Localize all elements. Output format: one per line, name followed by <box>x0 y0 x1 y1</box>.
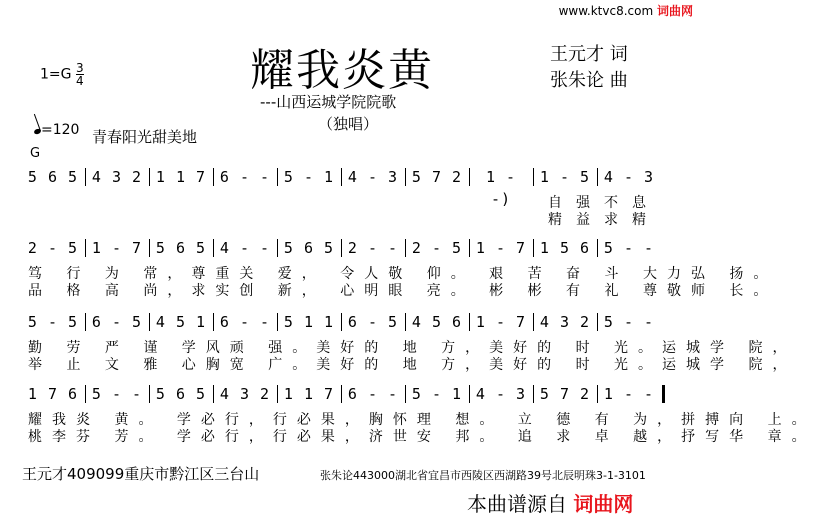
measure: 4 - 3 <box>347 168 399 186</box>
measure: 5 - - <box>603 313 655 331</box>
barline <box>85 168 86 186</box>
barline <box>213 168 214 186</box>
measure: 1 1 7 <box>155 168 207 186</box>
barline <box>341 313 342 331</box>
measure: 6 - - <box>347 385 399 403</box>
measure: 1 - 5 <box>539 168 591 186</box>
measure: 1 - -) <box>485 168 517 208</box>
final-barline <box>662 385 665 403</box>
barline <box>469 385 470 403</box>
measure: 5 1 1 <box>283 313 335 331</box>
lyric-line: 笃 行 为 常，尊重关 爱， 令人敬 仰。 艰 苦 奋 斗 大力弘 扬。 <box>28 266 778 282</box>
barline <box>405 385 406 403</box>
barline <box>341 385 342 403</box>
barline <box>85 385 86 403</box>
measure: 1 - 7 <box>475 239 527 257</box>
measure: 5 - - <box>91 385 143 403</box>
measure: 5 7 2 <box>411 168 463 186</box>
barline <box>469 239 470 257</box>
lyric-line: 勤 劳 严 谨 学风顽 强。美好的 地 方，美好的 时 光。运城学 院， <box>28 340 797 356</box>
measure: 1 - - <box>603 385 655 403</box>
measure: 4 3 2 <box>91 168 143 186</box>
tempo-value: =120 <box>41 122 80 138</box>
measure: 6 - 5 <box>347 313 399 331</box>
lyricist: 王元才 词 <box>550 44 628 65</box>
barline <box>405 168 406 186</box>
barline <box>597 168 598 186</box>
staff-row <box>24 383 664 405</box>
measure: 4 - 3 <box>475 385 527 403</box>
measure: 4 - 3 <box>603 168 655 186</box>
measure: 1 1 7 <box>283 385 335 403</box>
measure: 5 6 5 <box>283 239 335 257</box>
source-brand: 词曲网 <box>573 492 634 516</box>
barline <box>533 168 534 186</box>
barline <box>213 239 214 257</box>
source-credit <box>467 488 633 517</box>
measure: 4 - - <box>219 239 271 257</box>
source-text: 本曲谱源自 <box>467 492 567 516</box>
measure: 5 - 5 <box>27 313 79 331</box>
barline <box>149 385 150 403</box>
measure: 5 6 5 <box>155 239 207 257</box>
tempo-key-note: G <box>30 146 41 161</box>
lyric-line: 精益求精 <box>548 212 660 228</box>
lyric-line: 举 止 文 雅 心胸宽 广。美好的 地 方，美好的 时 光。运城学 院， <box>28 357 797 373</box>
site-watermark <box>559 2 693 19</box>
barline <box>213 313 214 331</box>
composer-address: 张朱论443000湖北省宜昌市西陵区西湖路39号北辰明珠3-1-3101 <box>320 469 646 482</box>
barline <box>149 239 150 257</box>
barline <box>469 313 470 331</box>
barline <box>85 239 86 257</box>
page-title: 耀我炎黄 <box>250 45 434 96</box>
barline <box>277 168 278 186</box>
barline <box>405 239 406 257</box>
measure: 4 5 1 <box>155 313 207 331</box>
lyricist-address: 王元才409099重庆市黔江区三台山 <box>22 465 260 483</box>
measure: 2 - - <box>347 239 399 257</box>
barline <box>597 239 598 257</box>
key-label: 1=G <box>40 66 72 83</box>
lyric-line: 耀我炎 黄。 学必行，行必果，胸怀理 想。 立 德 有 为，拼搏向 上。 <box>28 412 816 428</box>
barline <box>533 385 534 403</box>
expression-mark: 青春阳光甜美地 <box>92 128 198 146</box>
barline <box>213 385 214 403</box>
measure: 2 - 5 <box>411 239 463 257</box>
barline <box>277 385 278 403</box>
measure: 4 3 2 <box>539 313 591 331</box>
barline <box>149 313 150 331</box>
site-url: www.ktvc8.com <box>558 4 654 18</box>
measure: 2 - 5 <box>27 239 79 257</box>
measure: 6 - - <box>219 168 271 186</box>
composer: 张朱论 曲 <box>550 70 628 91</box>
measure: 5 6 5 <box>27 168 79 186</box>
time-top: 3 <box>75 61 84 75</box>
staff-row <box>24 237 664 259</box>
site-brand: 词曲网 <box>656 4 693 18</box>
barline <box>149 168 150 186</box>
measure: 1 7 6 <box>27 385 79 403</box>
measure: 4 3 2 <box>219 385 271 403</box>
lyric-line: 自强不息 <box>548 195 660 211</box>
lyric-line: 品 格 高 尚，求实创 新， 心明眼 亮。 彬 彬 有 礼 尊敬师 长。 <box>28 283 778 299</box>
barline <box>341 239 342 257</box>
barline <box>85 313 86 331</box>
barline <box>469 168 470 186</box>
staff-row <box>24 311 664 333</box>
time-signature <box>76 62 84 87</box>
barline <box>277 239 278 257</box>
measure: 5 - 1 <box>411 385 463 403</box>
barline <box>533 313 534 331</box>
measure: 5 - - <box>603 239 655 257</box>
performance-note: （独唱） <box>318 115 379 133</box>
tempo-mark <box>34 122 79 138</box>
measure: 1 5 6 <box>539 239 591 257</box>
barline <box>341 168 342 186</box>
measure: 6 - 5 <box>91 313 143 331</box>
measure: 6 - - <box>219 313 271 331</box>
barline <box>597 385 598 403</box>
barline <box>597 313 598 331</box>
subtitle: ---山西运城学院院歌 <box>260 93 397 111</box>
time-bottom: 4 <box>75 74 84 88</box>
measure: 1 - 7 <box>475 313 527 331</box>
barline <box>405 313 406 331</box>
barline <box>533 239 534 257</box>
measure: 4 5 6 <box>411 313 463 331</box>
barline <box>277 313 278 331</box>
measure: 5 7 2 <box>539 385 591 403</box>
lyric-line: 桃李芬 芳。 学必行，行必果，济世安 邦。 追 求 卓 越，抒写华 章。 <box>28 429 816 445</box>
key-signature <box>40 62 84 87</box>
measure: 5 6 5 <box>155 385 207 403</box>
measure: 1 - 7 <box>91 239 143 257</box>
measure: 5 - 1 <box>283 168 335 186</box>
